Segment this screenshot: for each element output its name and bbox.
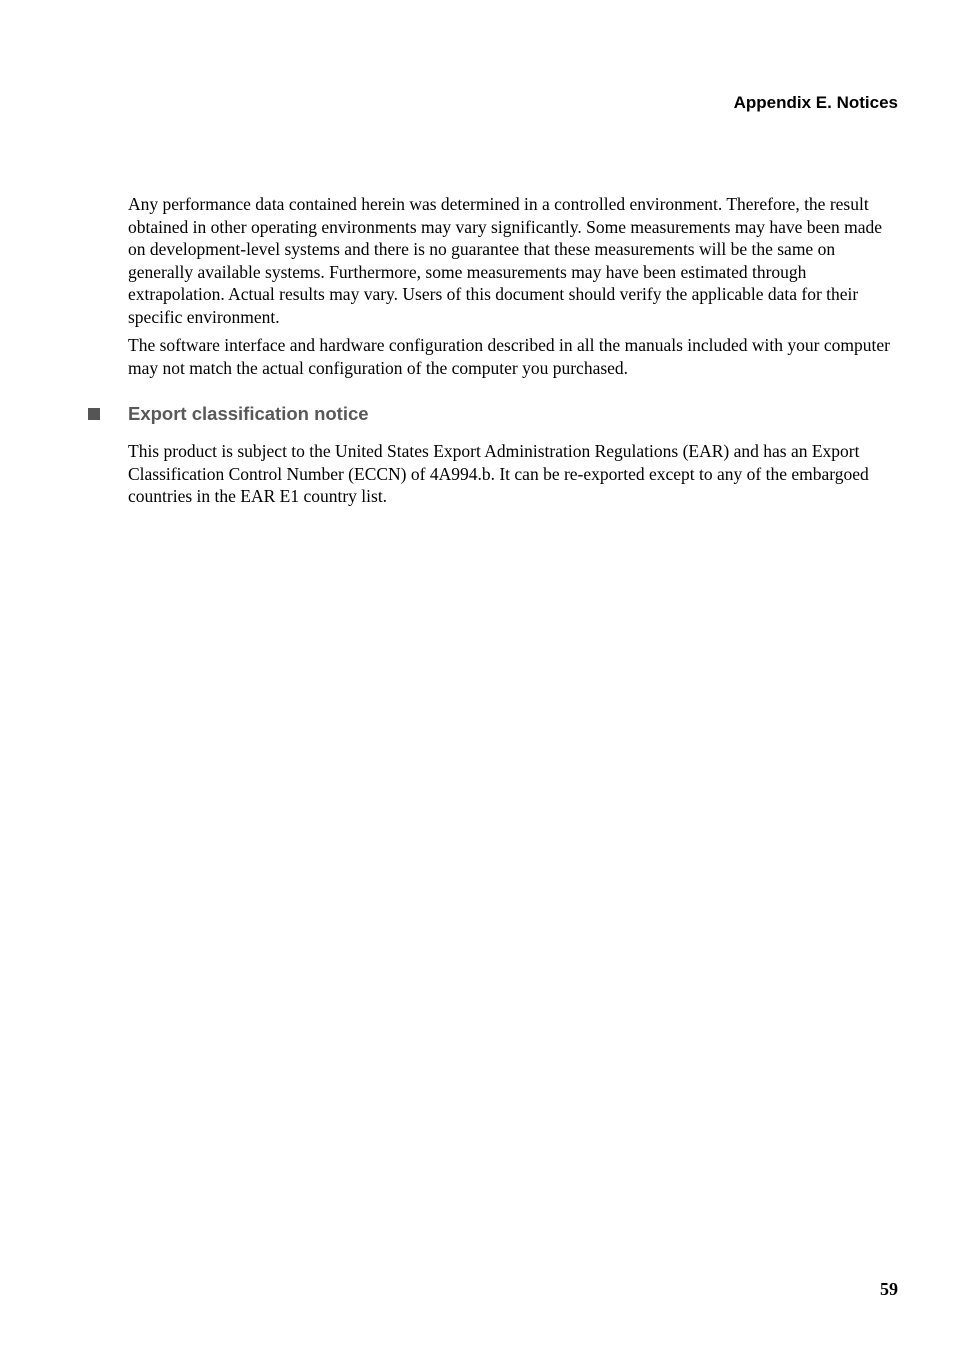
paragraph-performance-data: Any performance data contained herein was determined in a controlled environment. Therefore, the result obtained in other operating environments may vary significantly. Some measurements may have been made on development-level systems and there is no guarantee that these measurements will be the same on generally available systems. Furthermore, some measurements may have been estimated through extrapolation. Actual results may vary. Users of this document should verify the applicable data for their specific environment.: [128, 194, 883, 327]
paragraph-software-interface: The software interface and hardware configuration described in all the manuals included with your computer may not match the actual configuration of the computer you purchased.: [128, 335, 890, 378]
running-header-title: Appendix E. Notices: [733, 93, 898, 112]
paragraph-export-regulations: This product is subject to the United States Export Administration Regulations (EAR) and has an Export Classification Control Number (ECCN) of 4A994.b. It can be re-exported except to any of the embargoed countries in the EAR E1 country list.: [128, 441, 869, 507]
section-heading-export: [88, 401, 369, 427]
square-bullet-icon: [88, 408, 100, 420]
page-number: 59: [880, 1279, 898, 1299]
section-heading-text: Export classification notice: [128, 403, 369, 424]
